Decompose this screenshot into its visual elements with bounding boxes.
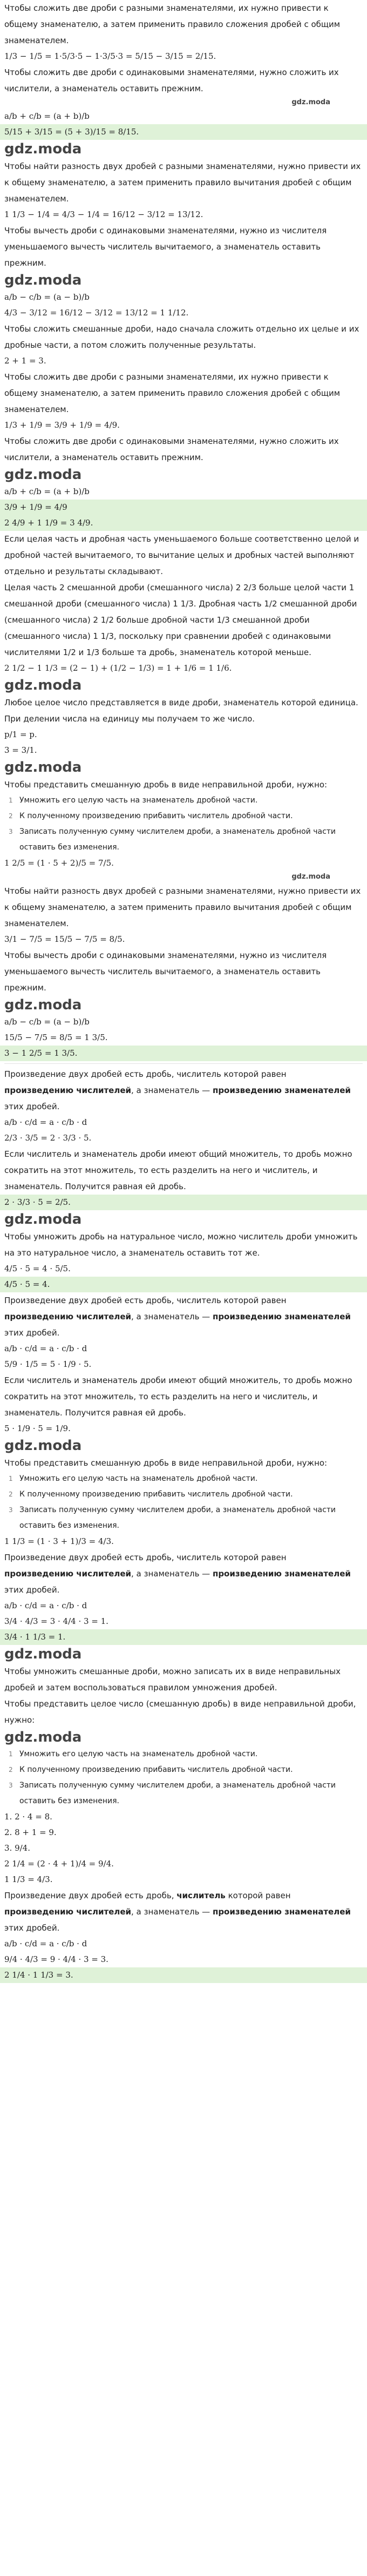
formula-line: 1/3 − 1/5 = 1·5/3·5 − 1·3/5·3 = 5/15 − 3/15 = 2/15. xyxy=(4,51,216,61)
answer-formula: 5/15 + 3/15 = (5 + 3)/15 = 8/15. xyxy=(0,124,367,140)
list-item xyxy=(4,1746,363,1762)
formula-line: 5/9 · 1/5 = 5 · 1/9 · 5. xyxy=(4,1359,92,1369)
list-item xyxy=(4,824,363,855)
formula-line: 5 · 1/9 · 5 = 1/9. xyxy=(4,1424,71,1433)
formula-line: 1. 2 · 4 = 8. xyxy=(4,1812,52,1822)
paragraph: Целая часть 2 смешанной дроби (смешанного числа) 2 2/3 больше целой части 1 смешанной дроби (смешанного числа) 1 1/3. Дробная часть 1/2 смешанной дроби (смешанного числа) 2 1/2 больше дробной части 1/3 смешанной дроби (смешанного числа) 1 1/3, поскольку при сравнении дробей с одинаковыми числителями 1/2 и 1/3 больше та дробь, знаменатель которой меньше. xyxy=(4,583,357,657)
paragraph: Чтобы сложить две дроби с разными знаменателями, их нужно привести к общему знаменателю, а затем применить правило сложения дробей с общим знаменателем. xyxy=(4,3,341,45)
watermark: gdz.moda xyxy=(4,141,82,157)
paragraph: Если числитель и знаменатель дроби имеют общий множитель, то дробь можно сократить на этот множитель, то есть разделить на него и числитель, и знаменатель. Получится равная ей дробь. xyxy=(4,1375,352,1418)
formula-line: a/b · c/d = a · c/b · d xyxy=(4,1939,87,1948)
paragraph: Чтобы сложить две дроби с одинаковыми знаменателями, нужно сложить их числители, а знаменатель оставить прежним. xyxy=(4,68,339,93)
list-text: Записать полученную сумму числителем дроби, а знаменатель дробной части оставить без изменения. xyxy=(19,1506,336,1530)
paragraph xyxy=(4,1082,363,1098)
paragraph: Чтобы представить целое число (смешанную дробь) в виде неправильной дроби, нужно: xyxy=(4,1699,356,1725)
paragraph: Чтобы сложить две дроби с разными знаменателями, их нужно привести к общему знаменателю, а затем применить правило сложения дробей с общим знаменателем. xyxy=(4,372,341,414)
watermark: gdz.moda xyxy=(4,1438,82,1454)
list-text: К полученному произведению прибавить числитель дробной части. xyxy=(19,1765,293,1774)
list-text: Умножить его целую часть на знаменатель дробной части. xyxy=(19,796,258,805)
list-text: К полученному произведению прибавить числитель дробной части. xyxy=(19,1490,293,1499)
bold-term: произведению числителей xyxy=(4,1085,131,1095)
answer-formula: 3/4 · 1 1/3 = 1. xyxy=(0,1629,367,1645)
formula-line: 2 1/4 = (2 · 4 + 1)/4 = 9/4. xyxy=(4,1859,114,1869)
answer-formula: 2 · 3/3 · 5 = 2/5. xyxy=(0,1195,367,1210)
bold-term: произведению знаменателей xyxy=(212,1907,351,1917)
formula-line: 1 1/3 − 1/4 = 4/3 − 1/4 = 16/12 − 3/12 = 13/12. xyxy=(4,210,203,219)
formula-line: 3. 9/4. xyxy=(4,1843,30,1853)
paragraph xyxy=(4,1566,363,1582)
paragraph xyxy=(4,1309,363,1325)
paragraph: Чтобы умножить смешанные дроби, можно записать их в виде неправильных дробей и затем воспользоваться правилом умножения дробей. xyxy=(4,1667,341,1692)
watermark: gdz.moda xyxy=(4,272,82,288)
formula-line: 2. 8 + 1 = 9. xyxy=(4,1828,57,1837)
text-run: , а знаменатель — xyxy=(131,1085,213,1095)
watermark: gdz.moda xyxy=(4,467,82,483)
list-text: Записать полученную сумму числителем дроби, а знаменатель дробной части оставить без изменения. xyxy=(19,827,336,852)
paragraph: Произведение двух дробей есть дробь, числитель которой равен xyxy=(4,1069,287,1079)
answer-formula: 2 1/4 · 1 1/3 = 3. xyxy=(0,1967,367,1983)
formula-line: 2 + 1 = 3. xyxy=(4,356,46,366)
list-item xyxy=(4,793,363,808)
formula-line: a/b · c/d = a · c/b · d xyxy=(4,1344,87,1353)
formula-line: 2 1/2 − 1 1/3 = (2 − 1) + (1/2 − 1/3) = 1 + 1/6 = 1 1/6. xyxy=(4,663,232,673)
paragraph: Чтобы вычесть дроби с одинаковыми знаменателями, нужно из числителя уменьшаемого вычесть числитель вычитаемого, а знаменатель оставить прежним. xyxy=(4,950,327,993)
paragraph xyxy=(4,1904,363,1920)
paragraph: этих дробей. xyxy=(4,1585,60,1595)
formula-line: a/b − c/b = (a − b)/b xyxy=(4,1017,90,1027)
paragraph: Чтобы вычесть дроби с одинаковыми знаменателями, нужно из числителя уменьшаемого вычесть числитель вычитаемого, а знаменатель оставить прежним. xyxy=(4,226,327,268)
formula-line: 2/3 · 3/5 = 2 · 3/3 · 5. xyxy=(4,1133,92,1143)
paragraph: этих дробей. xyxy=(4,1328,60,1338)
watermark: gdz.moda xyxy=(4,997,82,1013)
list-item xyxy=(4,1778,363,1809)
list-number: 1 xyxy=(9,1475,13,1482)
formula-line: 3/4 · 4/3 = 3 · 4/4 · 3 = 1. xyxy=(4,1616,108,1626)
list-item xyxy=(4,1502,363,1534)
formula-line: a/b · c/d = a · c/b · d xyxy=(4,1601,87,1610)
watermark: gdz.moda xyxy=(4,1211,82,1228)
formula-line: 4/5 · 5 = 4 · 5/5. xyxy=(4,1264,71,1273)
formula-line: 1 1/3 = (1 · 3 + 1)/3 = 4/3. xyxy=(4,1536,114,1546)
formula-line: a/b − c/b = (a − b)/b xyxy=(4,292,90,302)
bold-term: произведению числителей xyxy=(4,1907,131,1917)
list-number: 3 xyxy=(9,1506,13,1514)
watermark: gdz.moda xyxy=(291,873,330,881)
divider xyxy=(4,1063,363,1064)
paragraph xyxy=(4,1887,363,1904)
list-number: 3 xyxy=(9,828,13,835)
steps-list xyxy=(4,793,363,855)
paragraph: Чтобы умножить дробь на натуральное число, можно числитель дроби умножить на это натуральное число, а знаменатель оставить тот же. xyxy=(4,1232,358,1258)
formula-line: 1 1/3 = 4/3. xyxy=(4,1874,53,1884)
text-run: , а знаменатель — xyxy=(131,1907,213,1917)
bold-term: произведению знаменателей xyxy=(212,1085,351,1095)
list-text: Записать полученную сумму числителем дроби, а знаменатель дробной части оставить без изменения. xyxy=(19,1781,336,1805)
paragraph: Любое целое число представляется в виде дроби, знаменатель которой единица. При делении числа на единицу мы получаем то же число. xyxy=(4,698,358,724)
watermark: gdz.moda xyxy=(4,759,82,776)
watermark: gdz.moda xyxy=(4,1729,82,1745)
list-text: Умножить его целую часть на знаменатель дробной части. xyxy=(19,1474,258,1483)
list-item xyxy=(4,1762,363,1778)
watermark: gdz.moda xyxy=(4,1646,82,1662)
paragraph: Произведение двух дробей есть дробь, числитель которой равен xyxy=(4,1553,287,1562)
paragraph: Произведение двух дробей есть дробь, числитель которой равен xyxy=(4,1296,287,1305)
formula-line: 4/3 − 3/12 = 16/12 − 3/12 = 13/12 = 1 1/12. xyxy=(4,308,189,318)
list-item xyxy=(4,808,363,824)
answer-formula: 3 − 1 2/5 = 1 3/5. xyxy=(0,1046,367,1061)
list-number: 2 xyxy=(9,1766,13,1773)
paragraph: Если числитель и знаменатель дроби имеют общий множитель, то дробь можно сократить на этот множитель, то есть разделить на него и числитель, и знаменатель. Получится равная ей дробь. xyxy=(4,1149,352,1191)
list-text: К полученному произведению прибавить числитель дробной части. xyxy=(19,812,293,820)
list-item xyxy=(4,1487,363,1502)
answer-formula: 2 4/9 + 1 1/9 = 3 4/9. xyxy=(0,515,367,531)
watermark: gdz.moda xyxy=(4,677,82,693)
paragraph: Чтобы найти разность двух дробей с разными знаменателями, нужно привести их к общему знаменателю, а затем применить правило вычитания дробей с общим знаменателем. xyxy=(4,161,361,204)
bold-term: произведению числителей xyxy=(4,1312,131,1321)
formula-line: 1/3 + 1/9 = 3/9 + 1/9 = 4/9. xyxy=(4,420,120,430)
paragraph: этих дробей. xyxy=(4,1102,60,1111)
text-run: которой равен xyxy=(225,1891,291,1900)
formula-line: p/1 = p. xyxy=(4,730,37,739)
formula-line: 1 2/5 = (1 · 5 + 2)/5 = 7/5. xyxy=(4,858,114,868)
bold-term: произведению знаменателей xyxy=(212,1312,351,1321)
bold-term: произведению числителей xyxy=(4,1569,131,1579)
text-run: , а знаменатель — xyxy=(131,1312,213,1321)
formula-line: 3 = 3/1. xyxy=(4,745,37,755)
paragraph: Чтобы найти разность двух дробей с разными знаменателями, нужно привести их к общему знаменателю, а затем применить правило вычитания дробей с общим знаменателем. xyxy=(4,886,361,928)
steps-list xyxy=(4,1746,363,1809)
paragraph: Чтобы сложить две дроби с одинаковыми знаменателями, нужно сложить их числители, а знаменатель оставить прежним. xyxy=(4,436,339,462)
answer-formula: 3/9 + 1/9 = 4/9 xyxy=(0,500,367,515)
list-number: 2 xyxy=(9,812,13,820)
formula-line: 9/4 · 4/3 = 9 · 4/4 · 3 = 3. xyxy=(4,1954,108,1964)
paragraph: Чтобы представить смешанную дробь в виде неправильной дроби, нужно: xyxy=(4,1458,328,1468)
bold-term: произведению знаменателей xyxy=(212,1569,351,1579)
list-number: 1 xyxy=(9,1750,13,1758)
answer-formula: 4/5 · 5 = 4. xyxy=(0,1277,367,1292)
bold-term: числитель xyxy=(176,1891,226,1900)
formula-line: 15/5 − 7/5 = 8/5 = 1 3/5. xyxy=(4,1033,108,1042)
formula-line: 3/1 − 7/5 = 15/5 − 7/5 = 8/5. xyxy=(4,934,125,944)
steps-list xyxy=(4,1471,363,1534)
list-number: 2 xyxy=(9,1491,13,1498)
paragraph: Если целая часть и дробная часть уменьшаемого больше соответственно целой и дробной частей вычитаемого, то вычитание целых и дробных частей выполняют отдельно и результаты складывают. xyxy=(4,534,359,576)
formula-line: a/b + c/b = (a + b)/b xyxy=(4,111,90,121)
watermark: gdz.moda xyxy=(291,98,330,106)
list-number: 3 xyxy=(9,1782,13,1789)
text-run: , а знаменатель — xyxy=(131,1569,213,1579)
list-text: Умножить его целую часть на знаменатель дробной части. xyxy=(19,1750,258,1758)
paragraph: этих дробей. xyxy=(4,1923,60,1933)
formula-line: a/b · c/d = a · c/b · d xyxy=(4,1117,87,1127)
text-run: Произведение двух дробей есть дробь, xyxy=(4,1891,177,1900)
list-item xyxy=(4,1471,363,1487)
paragraph: Чтобы сложить смешанные дроби, надо сначала сложить отдельно их целые и их дробные части, а потом сложить полученные результаты. xyxy=(4,324,359,350)
formula-line: a/b + c/b = (a + b)/b xyxy=(4,487,90,496)
paragraph: Чтобы представить смешанную дробь в виде неправильной дроби, нужно: xyxy=(4,780,328,790)
list-number: 1 xyxy=(9,797,13,804)
